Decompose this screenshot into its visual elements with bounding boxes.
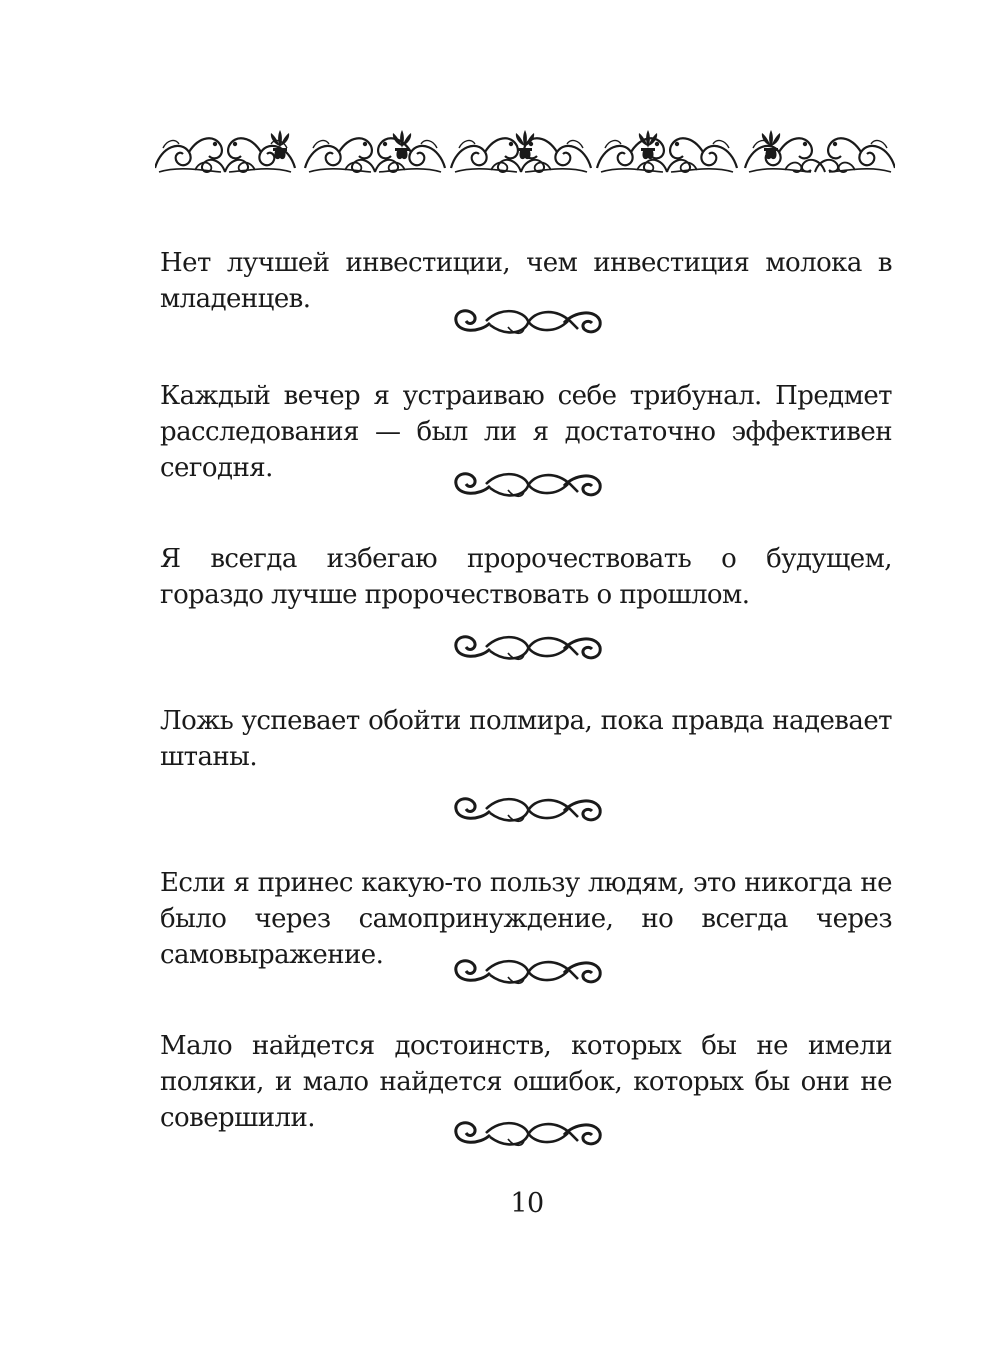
swirl-flourish-icon	[450, 951, 605, 993]
quote-text-content: Каждый вечер я устраиваю себе трибунал. Предмет расследования — был ли я достаточно эффективен сегодня.	[160, 381, 892, 483]
page-number: 10	[510, 1188, 544, 1219]
quote-text: Я всегда избегаю пророчествовать о будущем, гораздо лучше пророчествовать о прошлом.	[160, 544, 892, 610]
baroque-scroll-border-icon	[155, 122, 895, 180]
swirl-flourish-icon	[450, 1113, 605, 1155]
swirl-flourish-icon	[450, 789, 605, 831]
quote-text: Ложь успевает обойти полмира, пока правда надевает штаны.	[160, 706, 892, 772]
quote-text: Мало найдется достоинств, которых бы не имели поляки, и мало найдется ошибок, которых бы они не совершили.	[160, 1031, 892, 1133]
quote-text: Если я принес какую-то пользу людям, это никогда не было через самопринуждение, но всегда через самовыражение.	[160, 868, 892, 970]
swirl-flourish-icon	[450, 301, 605, 343]
quote-text: Нет лучшей инвестиции, чем инвестиция молока в младенцев.	[160, 248, 892, 314]
swirl-flourish-icon	[450, 627, 605, 669]
swirl-flourish-icon	[450, 464, 605, 506]
